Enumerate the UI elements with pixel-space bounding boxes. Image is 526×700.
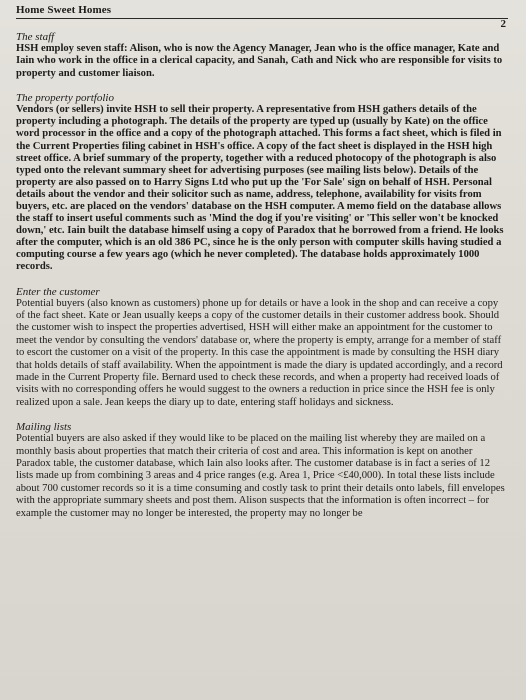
section-paragraph: Potential buyers (also known as customers) phone up for details or have a look in the shop and can receive a copy of the fact sheet. Kate or Jean usually keeps a copy of the customer details in their customer address book. Should the customer wish to inspect the properties advertised, HSH will either make an appointment for the customer to meet the vendor by consulting the vendors' database or, where the property is empty, arrange for a member of staff to escort the customer on a visit of the property. In this case the appointment is made by consulting the HSH diary that holds details of staff availability. When the appointment is made the diary is updated accordingly, and a record made in the Current Property file. Bernard used to check these records, and when a property had received loads of visits with no corresponding offers he would suggest to the owners a reduction in price since the HSH fee is only realized upon a sale. Jean keeps the diary up to date, entering staff holidays and sickness. — [16, 297, 503, 408]
section-property-portfolio — [16, 92, 508, 273]
section-heading: Enter the customer — [16, 285, 100, 298]
section-heading: The staff — [16, 31, 55, 43]
section-paragraph: Potential buyers are also asked if they would like to be placed on the mailing list whereby they are mailed on a monthly basis about properties that match their criteria of cost and area. This information is kept on another Paradox table, the customer database, which Iain also looks after. The customer database is in fact a series of 12 lists made up from combining 3 areas and 4 price ranges (e.g. Area 1, Price <£40,000). In total these lists include about 700 customer records so it is a time consuming and costly task to print their details onto labels, fill envelopes with the appropriate summary sheets and post them. Alison suspects that the information is often incorrect – for example the customer may no longer be interested, the property may no longer be — [16, 433, 505, 519]
section-paragraph: Vendors (or sellers) invite HSH to sell their property. A representative from HSH gathers details of the property including a photograph. The details of the property are typed up (usually by Kate) on the office word processor in the office and a copy of the photograph attached. This forms a fact sheet, which is filed in the Current Properties filing cabinet in HSH's office. A copy of the fact sheet is displayed in the HSH high street office. A brief summary of the property, together with a reduced photocopy of the photograph is also typed onto the relevant summary sheet for advertising purposes (see mailing lists below). Details of the property are also passed on to Harry Signs Ltd who put up the 'For Sale' sign on behalf of HSH. Personal details about the vendor and their solicitor such as name, address, telephone, availability for visits from buyers, etc. are placed on the vendors' database on the HSH computer. A memo field on the database allows the staff to insert useful comments such as 'Mind the dog if you're visiting' or 'This seller won't be knocked down,' etc. Iain built the database himself using a copy of Paradox that he borrowed from a friend. He looks after the computer, which is an old 386 PC, since he is the only person with computer skills having studied a computing course a few years ago (which he never completed). The database holds approximately 1000 records. — [16, 104, 504, 273]
section-enter-the-customer — [16, 286, 508, 410]
running-header — [16, 4, 508, 30]
section-heading: The property portfolio — [16, 92, 114, 105]
page-number: 2 — [500, 18, 506, 30]
section-heading: Mailing lists — [16, 421, 72, 434]
running-title: Home Sweet Homes — [16, 4, 112, 16]
section-mailing-lists — [16, 421, 508, 520]
section-the-staff — [16, 31, 508, 80]
section-paragraph: HSH employ seven staff: Alison, who is now the Agency Manager, Jean who is the office manager, Kate and Iain who work in the office in a clerical capacity, and Sanah, Cath and Nick who are responsible for visits to property and customer liaison. — [16, 43, 503, 79]
